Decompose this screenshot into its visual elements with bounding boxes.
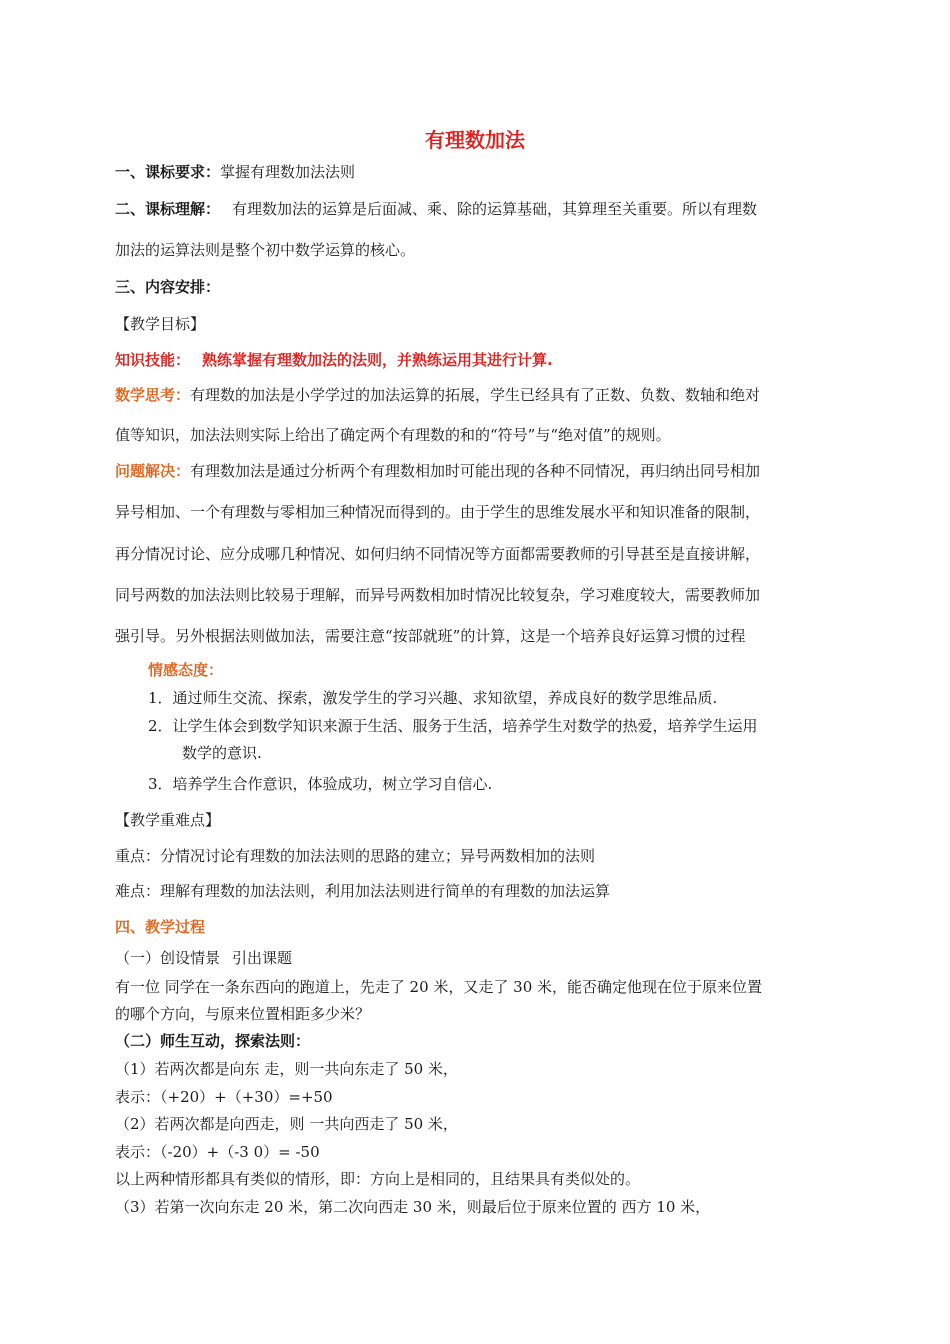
problem-solving-label: 问题解决：: [115, 462, 191, 480]
summary: 以上两种情形都具有类似的情形，即：方向上是相同的，且结果具有类似处的。: [115, 1170, 641, 1188]
section-2-label: 二、课标理解：: [115, 200, 221, 218]
part-1-heading-2: 引出课题: [232, 949, 293, 967]
difficult-point: 难点：理解有理数的加法法则，利用加法法则进行简单的有理数的加法运算: [115, 882, 611, 900]
math-thinking-text-2: 值等知识，加法法则实际上给出了确定两个有理数的和的“符号”与“绝对值”的规则。: [115, 426, 671, 444]
key-difficulty-heading: 【教学重难点】: [115, 811, 221, 829]
attitude-item-2: 2．让学生体会到数学知识来源于生活、服务于生活，培养学生对数学的热爱，培养学生运用: [148, 717, 758, 735]
problem-solving-text-2: 异号相加、一个有理数与零相加三种情况而得到的。由于学生的思维发展水平和知识准备的限制，: [115, 503, 761, 521]
section-1: [115, 162, 355, 182]
part-1-heading-1: （一）创设情景: [115, 949, 221, 967]
section-3-label: 三、内容安排：: [115, 278, 221, 296]
section-1-label: 一、课标要求：: [115, 163, 221, 181]
case-2: （2）若两次都是向西走，则 一共向西走了 50 米，: [115, 1115, 458, 1133]
section-2: [115, 199, 757, 219]
math-thinking-text-1: 有理数的加法是小学学过的加法运算的拓展，学生已经具有了正数、负数、数轴和绝对: [190, 386, 761, 404]
knowledge-skill-label: 知识技能：: [115, 351, 191, 369]
knowledge-skill: [115, 350, 553, 370]
case-2-formula: 表示：（-20）+（-3 0）= -50: [115, 1143, 320, 1161]
math-thinking-label: 数学思考：: [115, 386, 191, 404]
case-3: （3）若第一次向东走 20 米，第二次向西走 30 米，则最后位于原来位置的 西方 10 米，: [115, 1198, 711, 1216]
problem-solving-text-3: 再分情况讨论、应分成哪几种情况、如何归纳不同情况等方面都需要教师的引导甚至是直接讲解，: [115, 545, 761, 563]
key-point: 重点：分情况讨论有理数的加法法则的思路的建立；异号两数相加的法则: [115, 847, 596, 865]
problem-solving-text-4: 同号两数的加法法则比较易于理解，而异号两数相加时情况比较复杂，学习难度较大，需要教师加: [115, 586, 761, 604]
story-line-2: 的哪个方向，与原来位置相距多少米？: [115, 1005, 371, 1023]
section-2-text-1: 有理数加法的运算是后面减、乘、除的运算基础，其算理至关重要。所以有理数: [232, 200, 758, 218]
problem-solving-text-1: 有理数加法是通过分析两个有理数相加时可能出现的各种不同情况，再归纳出同号相加: [190, 462, 761, 480]
page-title: 有理数加法: [425, 128, 525, 152]
case-1: （1）若两次都是向东 走，则一共向东走了 50 米，: [115, 1060, 458, 1078]
section-2-text-2: 加法的运算法则是整个初中数学运算的核心。: [115, 241, 416, 259]
part-2-heading: （二）师生互动，探索法则：: [115, 1032, 311, 1050]
problem-solving: [115, 461, 760, 481]
problem-solving-text-5: 强引导。另外根据法则做加法，需要注意“按部就班”的计算，这是一个培养良好运算习惯的过程: [115, 627, 746, 645]
attitude-label: 情感态度：: [148, 661, 224, 679]
knowledge-skill-text: 熟练掌握有理数加法的法则，并熟练运用其进行计算.: [202, 351, 553, 369]
case-1-formula: 表示：（+20）+（+30）=+50: [115, 1088, 333, 1106]
story-line-1: 有一位 同学在一条东西向的跑道上，先走了 20 米，又走了 30 米，能否确定他现在位于原来位置: [115, 978, 763, 996]
math-thinking: [115, 385, 760, 405]
section-4-label: 四、教学过程: [115, 918, 206, 936]
section-1-text: 掌握有理数加法法则: [220, 163, 356, 181]
attitude-item-3: 3．培养学生合作意识，体验成功，树立学习自信心.: [148, 775, 493, 793]
attitude-item-1: 1．通过师生交流、探索，激发学生的学习兴趣、求知欲望，养成良好的数学思维品质.: [148, 689, 718, 707]
part-1-heading: [115, 948, 292, 968]
teaching-goals-heading: 【教学目标】: [115, 315, 206, 333]
attitude-item-2-cont: 数学的意识.: [182, 744, 262, 762]
